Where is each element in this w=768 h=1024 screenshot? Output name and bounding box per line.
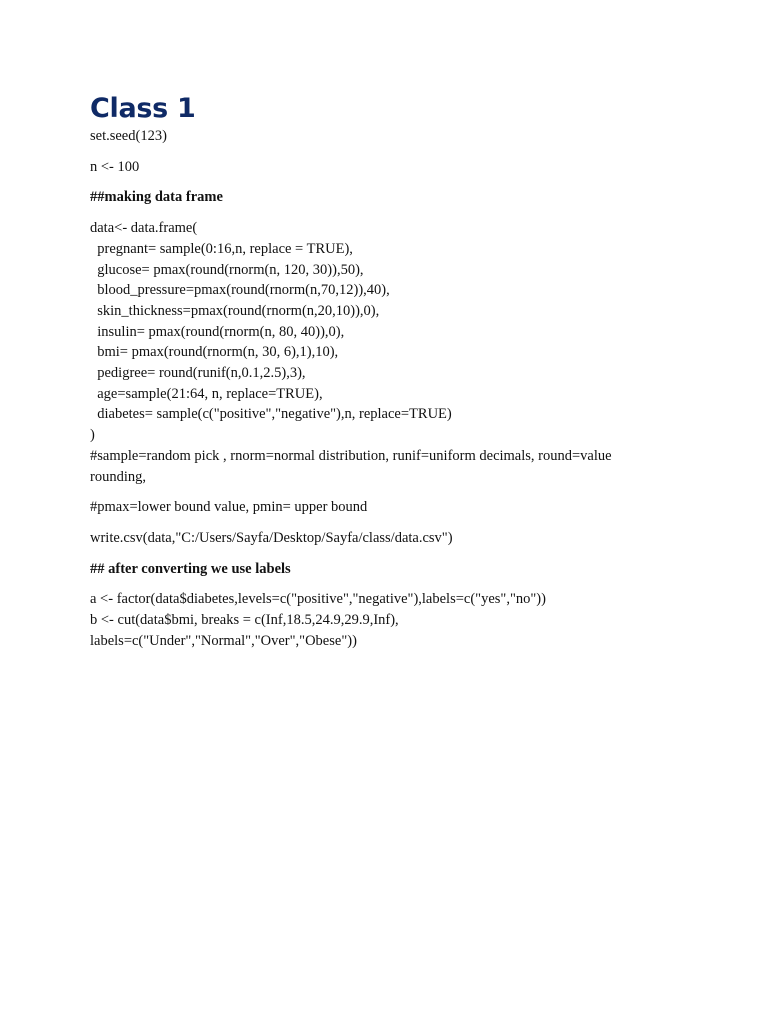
paragraph-spacer <box>90 147 690 157</box>
paragraph-spacer <box>90 518 690 528</box>
code-paragraph <box>90 497 690 518</box>
text-line: set.seed(123) <box>90 128 167 144</box>
text-line: glucose= pmax(round(rnorm(n, 120, 30)),50), <box>90 261 364 278</box>
document-title: Class 1 <box>90 93 196 124</box>
text-line: insulin= pmax(round(rnorm(n, 80, 40)),0), <box>90 323 345 340</box>
text-line: bmi= pmax(round(rnorm(n, 30, 6),1),10), <box>90 344 339 361</box>
text-line: diabetes= sample(c("positive","negative"),n, replace=TRUE) <box>90 406 452 423</box>
text-line: #sample=random pick , rnorm=normal distribution, runif=uniform decimals, round=value <box>90 447 612 464</box>
text-line: ##making data frame <box>90 189 223 206</box>
document-body <box>90 126 690 651</box>
text-line: labels=c("Under","Normal","Over","Obese")) <box>90 632 357 649</box>
paragraph-spacer <box>90 549 690 559</box>
text-line: data<- data.frame( <box>90 220 198 237</box>
paragraph-spacer <box>90 208 690 218</box>
paragraph-spacer <box>90 177 690 187</box>
code-paragraph <box>90 126 690 147</box>
paragraph-spacer <box>90 487 690 497</box>
text-line: blood_pressure=pmax(round(rnorm(n,70,12)),40), <box>90 282 390 299</box>
text-line: write.csv(data,"C:/Users/Sayfa/Desktop/Sayfa/class/data.csv") <box>90 529 453 546</box>
text-line: #pmax=lower bound value, pmin= upper bound <box>90 499 368 516</box>
text-line: skin_thickness=pmax(round(rnorm(n,20,10)),0), <box>90 302 380 319</box>
paragraph-spacer <box>90 579 690 589</box>
text-line: pregnant= sample(0:16,n, replace = TRUE), <box>90 240 353 257</box>
document-page <box>90 92 690 651</box>
code-paragraph <box>90 218 690 487</box>
text-line: pedigree= round(runif(n,0.1,2.5),3), <box>90 365 306 382</box>
text-line: n <- 100 <box>90 158 140 175</box>
text-line: a <- factor(data$diabetes,levels=c("positive","negative"),labels=c("yes","no")) <box>90 591 546 608</box>
text-line: b <- cut(data$bmi, breaks = c(Inf,18.5,24.9,29.9,Inf), <box>90 612 399 629</box>
code-paragraph <box>90 528 690 549</box>
text-line: age=sample(21:64, n, replace=TRUE), <box>90 385 323 402</box>
section-heading <box>90 187 690 208</box>
text-line: ) <box>90 427 95 444</box>
code-paragraph <box>90 157 690 178</box>
section-heading <box>90 559 690 580</box>
text-line: ## after converting we use labels <box>90 560 291 577</box>
code-paragraph <box>90 589 690 651</box>
text-line: rounding, <box>90 468 146 485</box>
